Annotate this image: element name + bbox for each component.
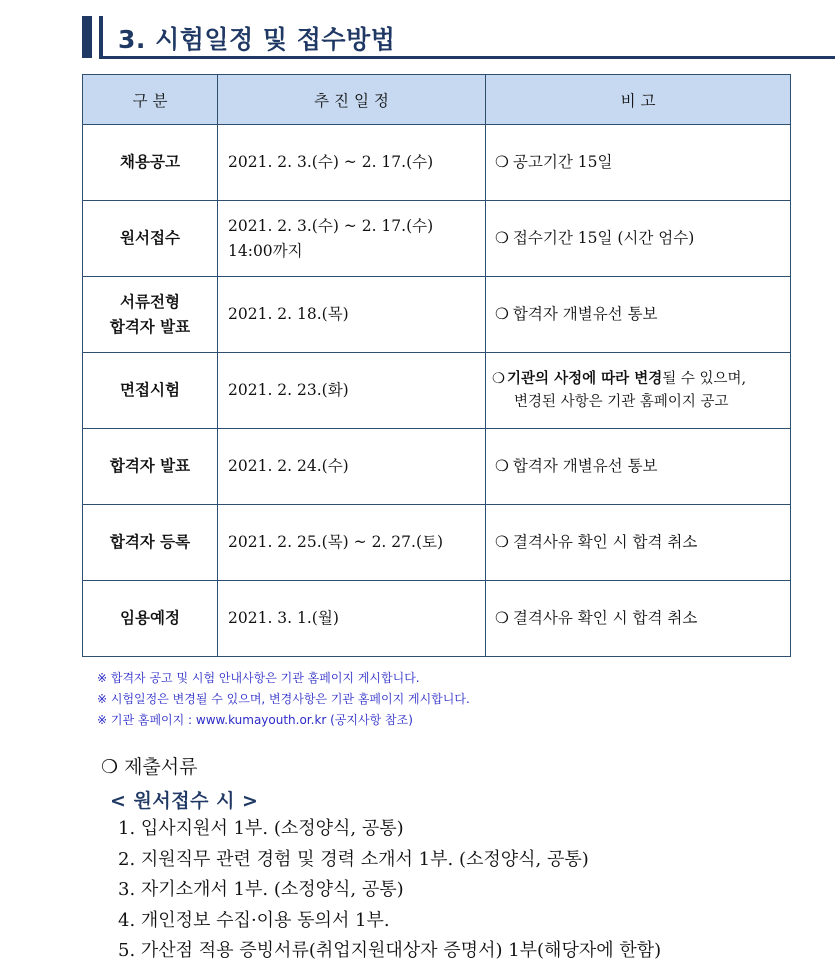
section-title: 3. 시험일정 및 접수방법 [118,25,396,54]
list-item: 4. 개인정보 수집·이용 동의서 1부. [118,909,390,931]
row-note [486,505,791,581]
documents-list [118,814,661,967]
table-row [83,429,791,505]
row-note [486,353,791,429]
row-category: 합격자 등록 [83,505,218,581]
row-date: 2021. 2. 25.(목) ~ 2. 27.(토) [218,505,486,581]
row-note [486,277,791,353]
bullet-icon: ❍ [495,457,509,476]
table-row [83,201,791,277]
documents-heading: ❍ 제출서류 [101,756,198,778]
column-header-schedule: 추 진 일 정 [218,75,486,125]
row-category-line2: 합격자 발표 [109,316,191,336]
row-note-line2: 변경된 사항은 기관 홈페이지 공고 [514,393,729,410]
row-note [486,429,791,505]
row-note-text: 결격사유 확인 시 합격 취소 [512,609,698,628]
header-accent-line [99,16,103,58]
header-accent-bar [82,16,92,58]
row-note-rest: 될 수 있으며, [662,371,747,388]
table-row [83,125,791,201]
schedule-table [82,74,791,657]
documents-subheading: < 원서접수 시 > [110,790,259,812]
footnote-schedule-change: ※ 시험일정은 변경될 수 있으며, 변경사항은 기관 홈페이지 게시합니다. [97,692,470,706]
bullet-icon: ❍ [495,609,509,628]
row-note-bold: 기관의 사정에 따라 변경 [507,370,663,388]
section-header [82,14,835,62]
row-category [83,277,218,353]
column-header-remarks: 비 고 [486,75,791,125]
bullet-icon: ❍ [495,229,509,248]
list-item: 1. 입사지원서 1부. (소정양식, 공통) [118,818,404,839]
list-item: 3. 자기소개서 1부. (소정양식, 공통) [118,879,404,900]
bullet-icon: ❍ [495,305,509,324]
table-row [83,277,791,353]
row-note-text: 공고기간 15일 [512,153,613,172]
row-date: 2021. 2. 3.(수) ~ 2. 17.(수) [218,125,486,201]
row-date [218,201,486,277]
row-date-line1: 2021. 2. 3.(수) ~ 2. 17.(수) [228,217,434,236]
row-category: 원서접수 [83,201,218,277]
header-underline [99,56,835,59]
row-date-line2: 14:00까지 [228,241,303,260]
row-date: 2021. 2. 18.(목) [218,277,486,353]
row-category-line1: 서류전형 [120,292,180,312]
table-row [83,353,791,429]
row-category: 임용예정 [83,581,218,657]
row-note [486,125,791,201]
row-note-text: 결격사유 확인 시 합격 취소 [512,533,698,552]
footnotes [97,668,470,731]
table-header-row [83,75,791,125]
footnote-homepage: ※ 기관 홈페이지 : www.kumayouth.or.kr (공지사항 참조) [97,713,413,727]
bullet-icon: ❍ [492,371,505,388]
row-date: 2021. 2. 24.(수) [218,429,486,505]
list-item: 2. 지원직무 관련 경험 및 경력 소개서 1부. (소정양식, 공통) [118,848,589,870]
row-date: 2021. 3. 1.(월) [218,581,486,657]
row-note-text: 접수기간 15일 (시간 엄수) [512,229,695,248]
row-note [486,201,791,277]
row-note [486,581,791,657]
table-row [83,581,791,657]
bullet-icon: ❍ [495,153,509,172]
row-note-text: 합격자 개별유선 통보 [512,457,658,476]
footnote-announcement: ※ 합격자 공고 및 시험 안내사항은 기관 홈페이지 게시합니다. [97,671,420,685]
row-category: 합격자 발표 [83,429,218,505]
bullet-icon: ❍ [495,533,509,552]
table-row [83,505,791,581]
row-note-text: 합격자 개별유선 통보 [512,305,658,324]
row-date: 2021. 2. 23.(화) [218,353,486,429]
row-category: 채용공고 [83,125,218,201]
row-category: 면접시험 [83,353,218,429]
column-header-category: 구 분 [83,75,218,125]
list-item: 5. 가산점 적용 증빙서류(취업지원대상자 증명서) 1부(해당자에 한함) [118,940,662,961]
